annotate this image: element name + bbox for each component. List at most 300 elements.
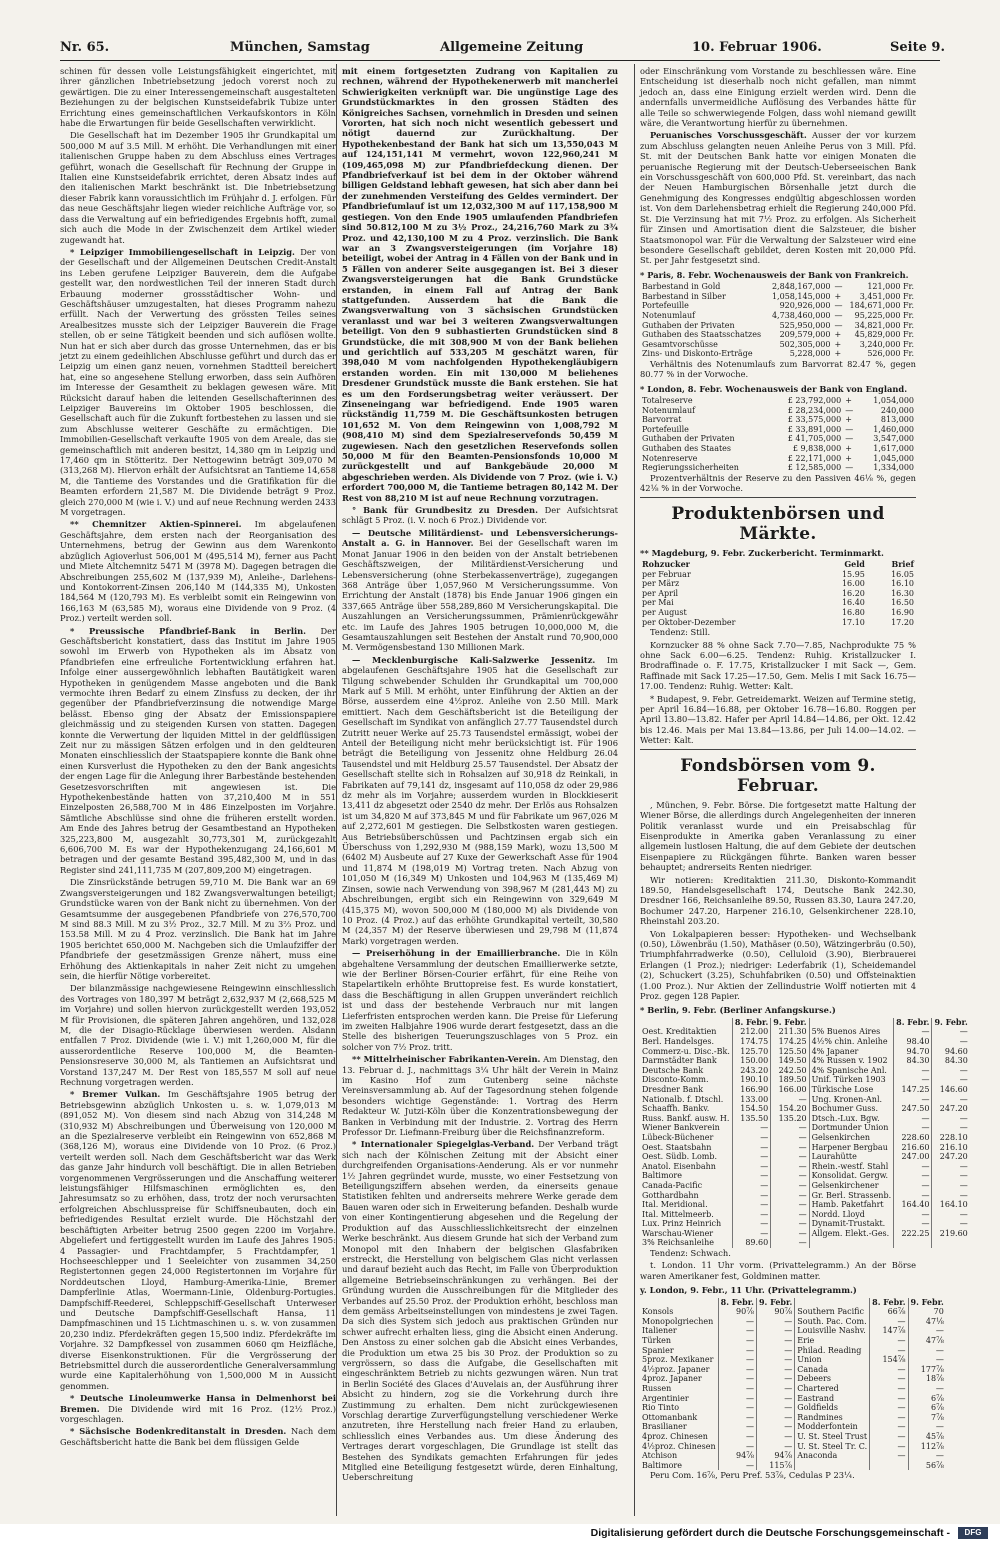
- table-cell: Dynamit-Trustakt.: [809, 1219, 894, 1229]
- table-cell: —: [870, 1451, 908, 1461]
- table-row: [640, 1085, 970, 1095]
- table-cell: 1,045,000: [873, 453, 914, 463]
- table-cell: £ 12,585,000: [787, 463, 842, 473]
- table-cell: —: [718, 1374, 756, 1384]
- page-header: [60, 40, 945, 60]
- table-cell: 16.30: [891, 588, 914, 598]
- table-cell: —: [718, 1422, 756, 1432]
- table-cell: Dresdner Bank: [640, 1085, 732, 1095]
- table-row: [640, 330, 916, 340]
- table-cell: —: [756, 1394, 794, 1404]
- berlin-tendency: Tendenz: Schwach.: [650, 1248, 731, 1259]
- section-rule: [640, 749, 916, 750]
- table-cell: 228.60: [894, 1133, 932, 1143]
- table-cell: Gelsenkirchener: [809, 1181, 894, 1191]
- article-chemnitz: [60, 519, 336, 623]
- table-row: [640, 1114, 970, 1124]
- table-header-cell: Geld: [844, 559, 865, 570]
- table-cell: £ 33,575,000: [787, 415, 842, 425]
- table-cell: 4proz. Japaner: [640, 1374, 718, 1384]
- table-cell: —: [732, 1210, 770, 1220]
- table-cell: Lux. Prinz Heinrich: [640, 1219, 732, 1229]
- table-cell: 222.25: [894, 1229, 932, 1239]
- table-cell: Chartered: [795, 1384, 870, 1394]
- table-cell: 45,829,000 Fr.: [854, 330, 914, 340]
- table-cell: 47⅛: [925, 1316, 944, 1326]
- munchen-text: Von Lokalpapieren besser: Hypotheken- und Wechselbank (0.50), Löwenbräu (1.50), Mathäser (0.50), Wätzingerbräu (0.50), Triumphfahrradwerke (0.50), Celluloid (3.90), Bierbrauerei Erlangen (1 Proz.); niedriger: Lederfabrik (1), Scheidemandel (2), Schuckert (3.25), Schuhfabriken (0.50) und Offsteinaktien (1.00 Proz.). Nur Aktien der Zellindustrie Wolff notierten mit 4 Proz. gegen 128 Papier.: [640, 928, 917, 1001]
- table-header-cell: 9. Febr.: [771, 1018, 809, 1028]
- table-cell: —: [959, 1219, 968, 1229]
- table-cell: 84.30: [944, 1056, 968, 1066]
- table-cell: 3% Reichsanleihe: [640, 1238, 732, 1248]
- table-cell: Gelsenkirchen: [809, 1133, 894, 1143]
- table-cell: Portefeuille: [642, 301, 689, 311]
- table-cell: —: [894, 1123, 932, 1133]
- table-cell: [795, 1461, 870, 1471]
- table-header-cell: [809, 1018, 894, 1028]
- table-cell: Guthaben des Staates: [642, 444, 732, 454]
- table-cell: Spanier: [640, 1346, 718, 1356]
- table-cell: Nordd. Lloyd: [809, 1210, 894, 1220]
- table-cell: —: [771, 1143, 809, 1153]
- table-row: [640, 1451, 946, 1461]
- table-cell: —: [894, 1066, 932, 1076]
- table-row: [640, 444, 916, 454]
- table-cell: 4½proz. Japaner: [640, 1365, 718, 1375]
- table-header-cell: 8. Febr.: [732, 1018, 770, 1028]
- table-cell: 94⅞: [756, 1451, 794, 1461]
- table-row: [640, 1066, 970, 1076]
- table-cell: —: [959, 1171, 968, 1181]
- table-cell: per August: [642, 608, 687, 618]
- table-row: [640, 1181, 970, 1191]
- london-footnote: Prozentverhältnis der Reserve zu den Passiven 46⅛ %, gegen 42⅛ % in der Vorwoche.: [640, 472, 916, 494]
- table-cell: 146.60: [939, 1084, 968, 1094]
- magdeburg-tendency: Tendenz: Still.: [650, 627, 711, 638]
- article-spiegelglas: [342, 1139, 618, 1482]
- table-cell: South. Pac. Com.: [795, 1317, 870, 1327]
- table-cell: Oest. Südb. Lomb.: [640, 1152, 732, 1162]
- article-title: — Mecklenburgische Kali-Salzwerke Jessenitz.: [352, 654, 596, 665]
- table-row: [640, 349, 916, 359]
- table-header-cell: Brief: [891, 559, 914, 570]
- table-cell: Guthaben der Privaten: [642, 320, 735, 330]
- table-cell: 89.60: [732, 1238, 770, 1248]
- table-cell: Gesamtvorschüsse: [642, 339, 718, 349]
- table-cell: Ital. Mittelmeerb.: [640, 1210, 732, 1220]
- table-cell: —: [756, 1403, 794, 1413]
- article-text: Der Geschäftsbericht konstatiert, dass das Institut im Jahre 1905 sowohl im Erwerb von Hypotheken als im Absatz von Pfandbriefen eine erfreuliche Fortentwicklung erfahren hat. Infolge einer aussergewöhnlich lebhaften Bautätigkeit waren Hypotheken in genügendem Masse angeboten und die Bank vermochte ihren Bedarf zu einem Zinsfuss zu decken, der ihr gegenüber der Pfandbriefverzinsung die notwendige Marge belässt. Ebenso ging der Absatz der Emissionspapiere gleichmässig und zu steigenden Kursen von statten. Dagegen konnte die Verwertung der liquiden Mittel in der geldflüssigen Zeit nur zu mässigen Sätzen erfolgen und in den geldteuren Monaten einschliesslich der Staatspapiere konnte die Bank ohne einen Kursverlust die Hypotheken zu den der Bank angesichts der engen Lage für die Anlegung ihrer Barbestände bestehenden Gesetzesvorschriften mit angewiesen ist. Die Hypothekenbestände hatten von 37,210,400 M in 551 Einzelposten 26,588,700 M in 486 Einzelposten im Vorjahre. Sämtliche Abschlüsse sind ohne die früheren erstellt worden. Am Ende des Jahres betrug der Gesamtbestand an Hypotheken 325,223,800 M, ausgezahlt 30,773,301 M, zurückgezahlt 6,606,700 M. Es war der Hypothekenzugang 24,166,601 M betragen und der gesamte Bestand 395,482,300 M, und in das Register sind 241,111,735 M (207,809,200 M) eingetragen.: [60, 625, 336, 875]
- table-cell: +: [845, 444, 852, 454]
- table-cell: 56⅞: [925, 1460, 944, 1470]
- table-cell: 228.10: [939, 1132, 968, 1142]
- table-cell: —: [935, 1451, 944, 1461]
- table-row: [640, 1210, 970, 1220]
- table-cell: Southern Pacific: [795, 1307, 870, 1317]
- table-cell: —: [894, 1162, 932, 1172]
- table-row: [640, 311, 916, 321]
- table-cell: —: [732, 1191, 770, 1201]
- table-cell: Oest. Staatsbahn: [640, 1143, 732, 1153]
- table-cell: Zins- und Diskonto-Erträge: [642, 349, 753, 359]
- table-cell: 70: [933, 1307, 944, 1317]
- dfg-logo: DFG: [958, 1527, 988, 1539]
- london2-footnote: Peru Com. 16⅞, Peru Pref. 53⅞, Cedulas P 23¼.: [650, 1470, 855, 1481]
- table-cell: —: [718, 1384, 756, 1394]
- table-cell: —: [732, 1143, 770, 1153]
- table-cell: per Mai: [642, 598, 674, 608]
- table-row: [640, 1432, 946, 1442]
- table-cell: —: [894, 1219, 932, 1229]
- table-cell: —: [935, 1422, 944, 1432]
- table-cell: 5proz. Mexikaner: [640, 1355, 718, 1365]
- table-cell: 34,821,000 Fr.: [854, 320, 914, 330]
- table-cell: 247.50: [894, 1104, 932, 1114]
- table-cell: —: [959, 1113, 968, 1123]
- magdeburg-text: Kornzucker 88 % ohne Sack 7.70—7.85, Nachprodukte 75 % ohne Sack 6.00—6.25. Tendenz: Ruhig. Kristallzucker I. Brodraffinade o. F. 17.75, Kristallzucker I mit Sack —, Gem. Raffinade mit Sack 17.25—17.50, Gem. Melis I mit Sack 16.75—17.00. Tendenz: Ruhig. Wetter: Kalt.: [640, 639, 916, 692]
- table-cell: 94⅞: [718, 1451, 756, 1461]
- table-cell: —: [756, 1326, 794, 1336]
- table-row: [640, 1355, 946, 1365]
- table-header-row: [640, 1298, 946, 1308]
- table-cell: —: [894, 1210, 932, 1220]
- table-cell: 16.20: [841, 588, 865, 598]
- table-header-cell: Rohzucker: [642, 559, 690, 570]
- article-title: * Bremer Vulkan.: [70, 1089, 161, 1100]
- table-header-cell: 9. Febr.: [910, 1296, 944, 1307]
- london-bank-table: [640, 396, 916, 473]
- article-text: Die Gesellschaft hat im Dezember 1905 ihr Grundkapital um 500,000 M auf 3.5 Mill. M erhöht. Die Verhandlungen mit einer italienischen Gruppe haben zu dem Abschluss eines Vertrages geführt, wonach die Gesellschaft für Rechnung der Gruppe in Italien eine Kunstseidefabrik errichtet, deren Absatz indes auf den italienischen Markt beschränkt ist. Die Inbetriebsetzung dieser Fabrik kann voraussichtlich im Frühjahr d. J. erfolgen. Für das neue Geschäftsjahr liegen wieder reichliche Aufträge vor, so dass die Verwaltung auf ein befriedigendes Ergebnis hofft, zumal sich auch die Mode in der Zwischenzeit dem Artikel wieder zugewandt hat.: [60, 130, 336, 245]
- article-text: Ausser der vor kurzem zum Abschluss gelangten neuen Anleihe Perus von 3 Mill. Pfd. St. mit der Deutschen Bank hatte vor einigen Monaten die peruanische Regierung mit der Deutsch-Ueberseeischen Bank ein Vorschussgeschäft von 600,000 Pfd. St. vereinbart, das nach der Neuen Hamburgischen Börsenhalle jetzt durch die Genehmigung des Kongresses endgültig abgeschlossen worden ist. Von dem Darlehensbetrag erhielt die Regierung 240,000 Pfd. St. Die Verzinsung hat mit 7½ Proz. zu erfolgen. Als Sicherheit für Zinsen und Amortisation dient die Salzsteuer, die bisher Staatsmonopol war. Für die Verwaltung der Salzsteuer wird eine besondere Gesellschaft gebildet, deren Kosten mit 20,000 Pfd. St. per Jahr festgesetzt sind.: [640, 130, 916, 266]
- table-cell: —: [870, 1336, 908, 1346]
- table-cell: 166.90: [732, 1085, 770, 1095]
- table-cell: —: [732, 1181, 770, 1191]
- table-cell: 4% Japaner: [809, 1047, 894, 1057]
- table-cell: —: [845, 424, 854, 434]
- table-cell: 4½proz. Chinesen: [640, 1442, 718, 1452]
- table-row: [640, 1123, 970, 1133]
- article-text: Der von der Gesellschaft und der Allgemeinen Deutschen Credit-Anstalt ins Leben gerufene Leipziger Bauverein, dem die Aufgabe gestellt war, den nordwestlichen Teil der inneren Stadt durch Erbauung moderner grossstädtischer Wohn- und Geschäftshäuser umzugestalten, hat dieses Programm nahezu erfüllt. Nach der Verwertung des grössten Teiles seines Arealbesitzes musste sich der Leipziger Bauverein die Frage stellen, ob er seine Tätigkeit beenden und sich auflösen wollte. Nun hat er sich aber durch das grosse Unternehmen, das er bis jetzt zu einem gedeihlichen Abschlusse geführt und durch das er Leipzig um einen ganz neuen, vornehmen Stadtteil bereichert hat, eine so angesehene Stellung erworben, dass sein Aufhören im Interesse der Gesamtheit zu beklagen gewesen wäre. Mit Rücksicht darauf haben die leitenden Gesellschafterinnen des Leipziger Bauvereins im Oktober 1905 beschlossen, die Gesellschaft auch für die Zukunft fortbestehen zu lassen und sie zum Abschlusse weiterer Geschäfte zu ermächtigen. Die Immobilien-Gesellschaft verkaufte 1905 von dem Areale, das sie gemeinschaftlich mit anderen besitzt, 14,380 qm in Leipzig und 17,460 qm in Stötteritz. Der Nettogewinn beträgt 309,070 M (313,268 M). Hiervon erhält der Aufsichtsrat an Tantieme 14,658 M, die Tantieme des Vorstandes und die Gratifikation für die Beamten erfordern 21,587 M. Die Dividende beträgt 9 Proz. gleich 270,000 M (wie i. V.) und auf neue Rechnung werden 2433 M vorgetragen.: [60, 246, 336, 518]
- table-header-cell: 9. Febr.: [756, 1298, 794, 1308]
- table-cell: 16.00: [841, 579, 865, 589]
- london-kurse-table: [640, 1298, 946, 1471]
- table-cell: Schaaffh. Bankv.: [640, 1104, 732, 1114]
- table-cell: 84.30: [894, 1056, 932, 1066]
- table-cell: —: [718, 1403, 756, 1413]
- article-linoleum: [60, 1393, 336, 1424]
- table-cell: +: [834, 339, 842, 349]
- article-text: Der bilanzmässige nachgewiesene Reingewinn einschliesslich des Vortrages von 180,397 M beträgt 2,632,937 M (2,668,525 M im Vorjahre) und sollen hiervon zurückgestellt werden 193,052 M für Provisionen, die späteren Jahren angehören, und 132,028 M, die der Disagio-Rücklage überwiesen werden. Alsdann entfallen 7 Proz. Dividende (wie i. V.) mit 1,260,000 M, für die ausserordentliche Reserve 100,000 M, die Beamten-Pensionsreserve 30,000 M, als Tantiemen an Aufsichtsrat und Vorstand 137,247 M. Der Rest von 185,557 M soll auf neue Rechnung vorgetragen werden.: [60, 983, 336, 1087]
- table-cell: 525,950,000: [779, 320, 831, 330]
- table-cell: 212.00: [732, 1027, 770, 1037]
- table-cell: Erie: [795, 1336, 870, 1346]
- table-cell: —: [870, 1442, 908, 1452]
- table-cell: 112⅞: [920, 1441, 944, 1451]
- table-row: [640, 1075, 970, 1085]
- article-text: Die in Köln abgehaltene Versammlung der deutschen Emaillierwerke setzte, wie der Berliner Börsen-Courier erfährt, für eine Reihe von Stapelartikeln erhöhte Bruttopreise fest. Es wurde konstatiert, dass die Beschäftigung in allen Gruppen unverändert reichlich ist und dass der bestehende Verbrauch nur mit langen Lieferfristen entsprochen werden kann. Die Preise für Lieferung im zweiten Halbjahre 1906 wurde derart festgesetzt, dass an die Stelle des bisherigen Teuerungszuschlages von 5 Proz. ein solcher von 7½ Proz. tritt.: [342, 948, 618, 1052]
- table-cell: Barbestand in Silber: [642, 291, 726, 301]
- table-cell: 2,848,167,000: [771, 282, 831, 292]
- table-cell: —: [959, 1027, 968, 1037]
- table-cell: Darmstädter Bank: [640, 1056, 732, 1066]
- munchen-text: , München, 9. Febr. Börse. Die fortgesetzt matte Haltung der Wiener Börse, die allerdings durch Angelegenheiten der inneren Politik veranlasst wurde und ein Preisabschlag für Eisenprodukte in Amerika gaben Veranlassung zu einer allgemein lustlosen Haltung, die auf dem Gebiete der deutschen Eisenpapiere zu Rückgängen führte. Banken waren besser behauptet; andrerseits Renten niedriger.: [640, 799, 916, 873]
- table-row: [640, 608, 916, 618]
- table-cell: +: [845, 453, 852, 463]
- table-row: [640, 1384, 946, 1394]
- article-text: schinen für dessen volle Leistungsfähigkeit eingerichtet, mit ihrer gänzlichen Inbetriebsetzung jedoch vorerst noch zu gewärtigen. Die zu einer Interessengemeinschaft ausgestalteten Beziehungen zu der belgischen Kunstseidefabrik Tubize unter Errichtung eines gemeinschaftlichen Verkaufskontors in Köln habe die Erwartungen für beide Gesellschaften verwirklicht.: [60, 66, 336, 129]
- table-cell: 47⅞: [925, 1336, 944, 1346]
- article-title: ** Chemnitzer Aktien-Spinnerei.: [70, 519, 242, 530]
- table-cell: Russ. Bankf. ausw. H.: [640, 1114, 732, 1124]
- table-cell: Commerz-u. Disc.-Bk.: [640, 1047, 732, 1057]
- article-text: Der Verband trägt sich nach der Kölnischen Zeitung mit der Absicht einer durchgreifenden Organisations-Aenderung. Als er vor nunmehr 1½ Jahren gegründet wurde, musste, wo einer Festsetzung von Beteiligungsziffern absehen werden, da einerseits genaue Statistiken fehlten und andrerseits mehrere Werke gerade dem Bauen waren oder sich in Erweiterung befanden. Deshalb wurde von einer Kontingentierung abgesehen und die Regelung der Produktion auf das Ausschliesslichkeitsrecht der einzelnen Werke beschränkt. Aus diesem Grunde hat sich der Verband zum Monopol mit den Inhabern der belgischen Glasfabriken erstreckt, die Herstellung von belgischem Glas nicht verlassen und darauf bezieht auch das Recht, im Falle von Überproduktion allgemeine Betriebseinschränkungen zu verhängen. Bei der Gründung wurden die Ausschreibungen für die Mitglieder des Verbandes auf 25.50 Proz. der Produktion erhöht, beschloss man dem gemäss Arbeitseinstellungen von mindestens je zwei Tagen. Da sich dies System sich jedoch aus praktischen Gründen nur schwer aufrecht erhalten liess, ging die Absicht einen Anderung. Den Anstoss zu einer solchen gab die Absicht eines Verbandes, die Produktion um etwa 25 bis 30 Proz. der Produktion so zu vergrössern, so dass die Aufgabe, die Gesellschaften mit eingeschränktem Betrieb zu nichts gezwungen wären. Nun trat in Berlin Société des Glaces d'Auvelais an, der Ausführung ihrer Absicht zu hindern, zog sie die Vorkehrung durch ihre Zustimmung zu erhalten. Dem nicht zurückgewiesenen Vorschlag derartige Zurverfügungstellung verschiedener Werke anzutreten, ihre Herstellung nach freier Hand zu erlauben, schliesslich eines Verbandes aus. Um diese Änderung des Vertrages derart vorgeschlagen, Die Grundlage ist stellt das Bestehen des Syndikats gemachten Erfahrungen für jedes Mitglied eine Beteiligung festgesetzt würde, deren Einhaltung, Ueberschreitung: [342, 1139, 618, 1483]
- table-cell: Allgem. Elekt.-Ges.: [809, 1229, 894, 1239]
- table-row: [640, 1143, 970, 1153]
- table-cell: Unif. Türken 1903: [809, 1075, 894, 1085]
- article-text: mit einem fortgesetzten Zudrang von Kapitalien zu rechnen, während der Hypothekenerwerb mit mancherlei Schwierigkeiten verknüpft war. Die ungünstige Lage des Grundstückmarktes in den grossen Städten des Königreiches Sachsen, vornehmlich in Dresden und seinen Vororten, hat sich noch nicht wesentlich gebessert und nötigt dauernd zur Zurückhaltung. Der Hypothekenbestand der Bank hat sich um 13,550,043 M auf 124,151,141 M vermehrt, wovon 122,960,241 M (109,465,098 M) zur Pfandbriefdeckung dienen. Der Pfandbriefverkauf ist bei dem in der Oktober während billigen Geldstand lebhaft gewesen, hat sich aber dann bei der zunehmenden Versteifung des Geldes vermindert. Der Pfandbriefumlauf ist um 12,032,300 M auf 117,158,900 M gestiegen. Von den Ende 1905 umlaufenden Pfandbriefen sind 50.812,100 M zu 3½ Proz., 24,216,760 Mark zu 3¾ Proz. und 42,130,100 M zu 4 Proz. verzinslich. Die Bank war an 3 Zwangsversteigerungen (im Vorjahre 18) beteiligt, wobei der Antrag in 4 Fällen von der Bank und in 5 Fällen von anderer Seite ausgegangen ist. Bei 3 dieser Zwangsversteigerungen hat die Bank Grundstücke erstanden, in einem Fall auf Antrag der Bank stattgefunden. Ausserdem hat die Bank die Zwangsverwaltung von 3 sächsischen Grundstücken veranlasst und war bei 3 weiteren Zwangsverwaltungen beteiligt. Von den 9 subhastierten Grundstücken sind 8 Grundstücke, die mit 308,900 M von der Bank beliehen und gerichtlich auf 533,205 M geschätzt waren, für 398,040 M vom nachfolgenden Hypothekengläubigern erstanden worden. Ein mit 130,000 M beliehenes Dresdener Grundstück musste die Bank erstehen. Sie hat es um den Fordserungsbetrag weiter veräussert. Der Zinseneingang war befriedigend. Ende 1905 waren rückständig 11,759 M. Die Geschäftsunkosten betrugen 101,652 M. Von dem Reingewinn von 1,008,792 M (908,410 M) sind dem Spezialreservefonds 50,459 M zugewiesen. Nach den gesetzlichen Reservefonds sollen 50,000 M für den Beamten-Pensionsfonds 10,000 M zurückgestellt und auf Bankgebäude 20,000 M abgeschrieben werden. Als Dividende von 7 Proz. (wie i. V.) erfordert 700,000 M, die Tantieme betragen 80,142 M. Der Rest von 88,210 M ist auf neue Rechnung vorzutragen.: [342, 66, 618, 503]
- table-cell: —: [894, 1171, 932, 1181]
- table-cell: —: [771, 1210, 809, 1220]
- table-row: [640, 618, 916, 628]
- table-row: [640, 321, 916, 331]
- table-row: [640, 396, 916, 406]
- column-rule: [634, 64, 635, 1516]
- table-cell: 6⅞: [930, 1393, 944, 1403]
- table-cell: Lübeck-Büchener: [640, 1133, 732, 1143]
- table-cell: 16.80: [841, 608, 865, 618]
- table-cell: 502,305,000: [779, 339, 831, 349]
- table-row: [640, 570, 916, 580]
- table-cell: 5,228,000: [789, 349, 831, 359]
- table-row: [640, 1346, 946, 1356]
- berlin-kurse-table: [640, 1018, 970, 1248]
- table-header-cell: 8. Febr.: [870, 1298, 908, 1308]
- table-cell: Barvorrat: [642, 415, 682, 425]
- table-cell: —: [834, 282, 843, 292]
- table-cell: Harpener Bergbau: [809, 1143, 894, 1153]
- table-row: [640, 1422, 946, 1432]
- table-cell: Laurahütte: [809, 1152, 894, 1162]
- table-cell: Gr. Berl. Strassenb.: [809, 1191, 894, 1201]
- article-text: Im abgelaufenen Geschäftsjahre 1905 hat die Gesellschaft zur Tilgung schwebender Schulden ihr Grundkapital um 700,000 Mark auf 5 Mill. M erhöht, unter Einführung der Aktien an der Börse, ausserdem eine 4½proz. Anleihe von 2.50 Mill. Mark emittiert. Nach dem Geschäftsbericht ist die Beteiligung der Gesellschaft im Syndikat von anfänglich 27.77 Tausendstel durch Zutritt neuer Werke auf 25.73 Tausendstel ermässigt, wobei der Anteil der Beteiligung nicht mehr berücksichtigt ist. Für 1906 beträgt die Beteiligung von Jessenitz ohne Heldburg 26.04 Tausendstel und mit Heldburg 25.57 Tausendstel. Der Absatz der Gesellschaft stellte sich in Rohsalzen auf 30,918 dz Reinkali, in Fabrikaten auf 79,141 dz, insgesamt auf 110,058 dz oder 29,986 dz mehr als im Vorjahre; ausserdem wurden in Blockkieserit 13,411 dz abgesetzt oder 2540 dz mehr. Der Erlös aus Rohsalzen ist um 34,820 M auf 373,845 M und für Fabrikate um 967,026 M auf 2,272,601 M gestiegen. Die Selbstkosten waren gestiegen. Aus Betriebsüberschüssen und Pachtzinsen ergab sich ein Überschuss von 1,292,930 M (988,159 Mark), wozu 13,500 M (6402 M) Ausbeute auf 27 Kuxe der Gewerkschaft Asse für 1904 und 11,874 M (198,019 M) Vortrag treten. Nach Abzug von 101,050 M (16,349 M) Unkosten und 104,963 M (135,469 M) Zinsen, sowie nach Verwendung von 398,967 M (281,443 M) zu Abschreibungen, ergibt sich ein Reingewinn von 329,649 M (415,375 M), wovon 500,000 M (180,000 M) als Dividende von 10 Proz. (4 Proz.) auf das erhöhte Grundkapital verteilt, 30,580 M (24,357 M) der Reserve überwiesen und 29,798 M (11,874 Mark) vorgetragen werden.: [342, 654, 618, 946]
- table-cell: 16.05: [891, 569, 914, 579]
- table-cell: —: [845, 405, 854, 415]
- table-cell: Türken: [640, 1336, 718, 1346]
- table-cell: 154⅞: [870, 1355, 908, 1365]
- table-cell: —: [756, 1336, 794, 1346]
- table-cell: U. St. Steel Tr. C.: [795, 1442, 870, 1452]
- table-cell: 813,000: [880, 415, 914, 425]
- table-cell: —: [718, 1413, 756, 1423]
- table-cell: 184,671,000 Fr.: [849, 301, 914, 311]
- table-row: [640, 282, 916, 292]
- article-text: Am Dienstag, den 13. Februar d. J., nachmittags 3¼ Uhr hält der Verein in Mainz im Kasino Hof zum Gutenberg seine nächste Vereinsversammlung ab. Auf der Tagesordnung stehen folgende besonders wichtige Gegenstände: 1. Vortrag des Herrn Redakteur W. Jutzi-Köln über die Konzentrationsbewegung der Banken in Verbindung mit der Industrie. 2. Vortrag des Herrn Professor Dr. Liefmann-Freiburg über die Reichsfinanzreform.: [342, 1054, 619, 1138]
- table-cell: Monopolgriechen: [640, 1317, 718, 1327]
- table-cell: 209,579,000: [779, 330, 831, 340]
- table-cell: 16.40: [841, 598, 865, 608]
- table-cell: 133.00: [732, 1095, 770, 1105]
- page-number: Seite 9.: [890, 40, 945, 55]
- table-cell: [894, 1238, 932, 1248]
- footer-text: Digitalisierung gefördert durch die Deutsche Forschungsgemeinschaft -: [590, 1527, 950, 1539]
- article-text: Nach dem Geschäftsbericht hatte die Bank bei dem flüssigen Gelde: [60, 1426, 336, 1447]
- table-cell: 125.70: [732, 1047, 770, 1057]
- table-row: [640, 1442, 946, 1452]
- table-cell: Hamb. Paketfahrt: [809, 1200, 894, 1210]
- table-cell: +: [834, 291, 842, 301]
- table-row: [640, 1219, 970, 1229]
- table-cell: —: [718, 1317, 756, 1327]
- table-row: [640, 598, 916, 608]
- table-cell: Brasilianer: [640, 1422, 718, 1432]
- table-cell: —: [935, 1345, 944, 1355]
- column-rule: [336, 64, 337, 1516]
- article-text: Der Aufsichtsrat schlägt 5 Proz. (i. V. noch 6 Proz.) Dividende vor.: [342, 505, 619, 526]
- table-cell: Baltimore: [640, 1461, 718, 1471]
- table-cell: 1,058,145,000: [771, 291, 831, 301]
- table-cell: —: [718, 1432, 756, 1442]
- table-cell: +: [845, 396, 852, 406]
- table-cell: —: [959, 1190, 968, 1200]
- table-row: [640, 1037, 970, 1047]
- digitization-footer: [0, 1524, 1000, 1543]
- table-row: [640, 1133, 970, 1143]
- table-row: [640, 425, 916, 435]
- berlin-heading: * Berlin, 9. Febr. (Berliner Anfangskurse.): [640, 1005, 836, 1016]
- table-cell: —: [959, 1161, 968, 1171]
- table-cell: +: [845, 415, 852, 425]
- table-cell: 242.50: [771, 1066, 809, 1076]
- table-cell: —: [756, 1384, 794, 1394]
- table-cell: 135.20: [771, 1114, 809, 1124]
- table-cell: —: [771, 1152, 809, 1162]
- table-header-cell: 8. Febr.: [894, 1018, 932, 1028]
- table-cell: —: [771, 1123, 809, 1133]
- table-cell: 18⅞: [925, 1374, 944, 1384]
- table-cell: +: [834, 330, 842, 340]
- table-cell: —: [732, 1123, 770, 1133]
- table-row: [640, 1162, 970, 1172]
- table-cell: —: [870, 1384, 908, 1394]
- article-title: * Sächsische Bodenkreditanstalt in Dresden.: [70, 1426, 287, 1437]
- table-cell: Baltimore: [640, 1171, 732, 1181]
- table-cell: [932, 1238, 970, 1248]
- london2-text: t. London. 11 Uhr vorm. (Privattelegramm.) An der Börse waren Amerikaner fest, Goldminen matter.: [640, 1260, 916, 1281]
- table-cell: —: [845, 463, 854, 473]
- table-cell: 98.40: [894, 1037, 932, 1047]
- article-peru: [640, 130, 916, 265]
- table-row: [640, 301, 916, 311]
- table-cell: Canada: [795, 1365, 870, 1375]
- issue-number: Nr. 65.: [60, 40, 110, 55]
- table-row: [640, 1403, 946, 1413]
- table-cell: 16.90: [891, 608, 914, 618]
- table-cell: —: [771, 1238, 809, 1248]
- table-cell: —: [894, 1075, 932, 1085]
- table-cell: 15.95: [841, 569, 865, 579]
- table-cell: 247.00: [894, 1152, 932, 1162]
- table-cell: —: [935, 1355, 944, 1365]
- table-cell: 154.50: [732, 1104, 770, 1114]
- table-cell: Ital. Meridional.: [640, 1200, 732, 1210]
- table-row: [640, 1365, 946, 1375]
- table-cell: —: [718, 1355, 756, 1365]
- table-cell: Ung. Kronen-Anl.: [809, 1095, 894, 1105]
- table-row: [640, 1104, 970, 1114]
- table-cell: —: [894, 1191, 932, 1201]
- table-cell: —: [894, 1095, 932, 1105]
- table-cell: 4,738,460,000: [771, 310, 831, 320]
- table-row: [640, 589, 916, 599]
- table-cell: 189.50: [771, 1075, 809, 1085]
- table-cell: Gotthardbahn: [640, 1191, 732, 1201]
- table-cell: Debeers: [795, 1374, 870, 1384]
- article-title: ° Bank für Grundbesitz zu Dresden.: [352, 505, 538, 516]
- table-cell: 1,617,000: [873, 444, 914, 454]
- section-title-produkten: Produktenbörsen und Märkte.: [671, 503, 885, 544]
- table-cell: 166.00: [771, 1085, 809, 1095]
- table-cell: Berl. Handelsges.: [640, 1037, 732, 1047]
- table-cell: —: [732, 1133, 770, 1143]
- table-cell: —: [771, 1171, 809, 1181]
- table-cell: —: [894, 1181, 932, 1191]
- table-header-cell: [795, 1298, 870, 1308]
- table-cell: Eastrand: [795, 1394, 870, 1404]
- table-cell: 16.10: [891, 579, 914, 589]
- table-cell: 5% Buenos Aires: [809, 1027, 894, 1037]
- magdeburg-table: [640, 560, 916, 627]
- table-cell: Rio Tinto: [640, 1403, 718, 1413]
- article-title: ** Mittelrheinischer Fabrikanten-Verein.: [352, 1054, 541, 1065]
- table-row: [640, 1394, 946, 1404]
- table-row: [640, 1171, 970, 1181]
- munchen-text: Wir notieren: Kreditaktien 211.30, Diskonto-Kommandit 189.50, Handelsgesellschaft 174, Deutsche Bank 242.30, Dresdner 166, Reichsanleihe 89.50, Russen 83.30, Laura 247.20, Bochumer 247.20, Harpener 216.10, Gelsenkirchener 228.10, Rheinstahl 203.20.: [640, 874, 916, 927]
- table-cell: —: [870, 1394, 908, 1404]
- table-cell: 240,000: [880, 405, 914, 415]
- table-cell: Philad. Reading: [795, 1346, 870, 1356]
- article-bodenkredit: [60, 1426, 336, 1447]
- table-cell: —: [894, 1027, 932, 1037]
- article-text: Im abgelaufenen Geschäftsjahre, dem ersten nach der Reorganisation des Unternehmens, betrug der Gewinn aus dem Warenkonto abzüglich Agioverlust 506,001 M (495,514 M), ferner aus Pacht und Miete Altchemnitz 5471 M (3978 M). Dagegen betragen die Abschreibungen 255,602 M (137,939 M), Anleihe-, Darlehens- und Kontokorrent-Zinsen 206,140 M (144,335 M), Unkosten 184,564 M (120,793 M). Es verbleibt somit ein Reingewinn von 166,163 M (63,585 M), woraus eine Dividende von 9 Proz. (4 Proz.) verteilt werden soll.: [60, 519, 336, 624]
- paris-footnote: Verhältnis des Notenumlaufs zum Barvorrat 82.47 %, gegen 80.77 % in der Vorwoche.: [640, 358, 916, 380]
- table-cell: 135.50: [732, 1114, 770, 1124]
- table-cell: £ 9,838,000: [792, 444, 842, 454]
- article-mittelrhein: [342, 1054, 618, 1137]
- table-row: [640, 292, 916, 302]
- article-text: Im Geschäftsjahre 1905 betrug der Betriebsgewinn abzüglich Unkosten u. s. w. 1,079,013 M (891,052 M). Von diesem sind nach Abzug von 314,248 M (310,932 M) Abschreibungen und Überweisung von 120,000 M an die Spezialreserve verbleibt ein Reingewinn von 652,868 M (368,126 M), woraus eine Dividende von 10 Proz. (6 Proz.) verteilt werden soll. Nach dem Geschäftsbericht war das Werk das ganze Jahr hindurch voll beschäftigt. Die in allen Betrieben vorgenommenen Vergrösserungen und die Anschaffung weiterer leistungsfähiger Hilfsmaschinen ermöglichten es, den Jahresumsatz so zu erhöhen, dass, trotz der noch verursachten erfolgreichen Abschlusspreise für Schiffsneubauten, doch ein befriedigendes Resultat erzielt wurde. Die Höchstzahl der beschäftigten Arbeiter betrug 2500 gegen 2200 im Vorjahre. Abgeliefert und fertiggestellt wurden im Laufe des Jahres 1905: 4 Passagier- und Frachtdampfer, 5 Frachtdampfer, 1 Hochseeschlepper und 1 Seeleichter von zusammen 34,250 Registertonnen gegen 24,000 Registertonnen im Vorjahre für Norddeutschen Lloyd, Hamburg-Amerika-Linie, Bremer Dampferlinie Atlas, Woermann-Linie, Oldenburg-Portugies. Dampfschiff-Reederei, Schleppschiff-Gesellschaft Unterweser und Deutsche Dampfschiff-Gesellschaft Hansa, 11 Dampfmaschinen und 15 Lichtmaschinen u. s. w. von zusammen 20,230 indiz. Pferdekräften gegen 15,500 indiz. Pferdekräfte im Vorjahre. 32 Dampfkessel von zusammen 6060 qm Heizfläche, diverse Eisenkonstruktionen. Für die Vergrösserung der Betriebsmittel durch die ausserordentliche Generalversammlung wurde eine Kapitalerhöhung von 1,500,000 M in Aussicht genommen.: [60, 1089, 337, 1391]
- table-row: [640, 1200, 970, 1210]
- column-3: [640, 66, 968, 1518]
- table-row: [640, 1229, 970, 1239]
- table-cell: —: [870, 1403, 908, 1413]
- table-cell: —: [732, 1152, 770, 1162]
- article-pfandbrief: [60, 626, 336, 876]
- table-cell: —: [771, 1181, 809, 1191]
- table-cell: 94.60: [944, 1046, 968, 1056]
- table-cell: 147.25: [894, 1085, 932, 1095]
- table-cell: 219.60: [939, 1228, 968, 1238]
- table-row: [640, 434, 916, 444]
- table-cell: —: [959, 1180, 968, 1190]
- table-cell: 125.50: [771, 1047, 809, 1057]
- table-header-row: [640, 560, 916, 570]
- section-rule: [640, 497, 916, 498]
- table-cell: —: [756, 1442, 794, 1452]
- table-cell: —: [959, 1123, 968, 1133]
- table-cell: —: [935, 1384, 944, 1394]
- table-cell: —: [771, 1200, 809, 1210]
- table-cell: 90⅞: [756, 1307, 794, 1317]
